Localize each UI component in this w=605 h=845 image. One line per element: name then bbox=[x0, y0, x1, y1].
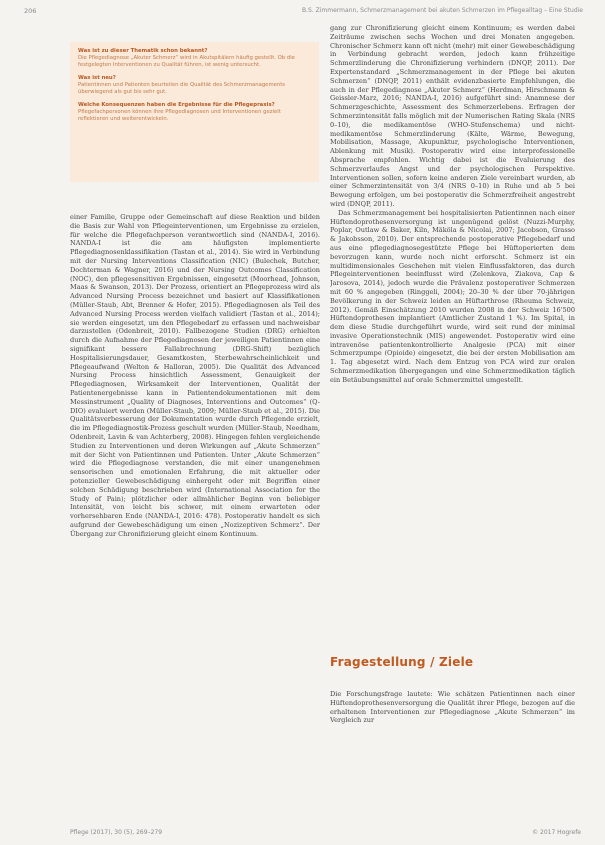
box-question-2: Was ist neu? bbox=[78, 75, 116, 81]
left-paragraph-1: einer Familie, Gruppe oder Gemeinschaft auf diese Reaktion und bilden die Basis zur Wahl von Pflegeinterventionen, um Ergebnisse zu erzielen, für welche die Pflegefachperson verantwortlich sind (NANDA-I, 2016). NANDA-I ist die am häufigsten implementierte Pflegediagnosenklassifikation (Tastan et al., 2014). Sie wird in Verbindung mit der Nursing Interventions Classification (NIC) (Bulechek, Butcher, Dochterman & Wagner, 2016) und der Nursing Outcomes Classification (NOC), den pflegesensitiven Ergebnissen, eingesetzt (Moorhead, Johnson, Maas & Swanson, 2013). Der Prozess, orientiert an Pflegeprozess wird als Advanced Nursing Process bezeichnet und basiert auf Klassifikationen (Müller-Staub, Abt, Brenner & Hofer, 2015). Pflegediagnosen als Teil des Advanced Nursing Process werden vielfach validiert (Tastan et al., 2014); sie werden eingesetzt, um den Pflegebedarf zu erfassen und nachweisbar darzustellen (Odenbreit, 2010). Fallbezogene Studien (DRG) erhielten durch die Aufnahme der Pflegediagnosen der jeweiligen Patientinnen eine signifikant bessere Fallabrechnung (DRG-Shift) bezüglich Hospitalisierungsdauer, Gesamtkosten, Sterbewahrscheinlichkeit und Pflegeaufwand (Welton & Halloran, 2005). Die Qualität des Advanced Nursing Process hinsichtlich Assessment, Genauigkeit der Pflegediagnosen, Wirksamkeit der Interventionen, Qualität der Patientenergebnisse kann in Patientendokumentationen mit dem Messinstrument „Quality of Diagnoses, Interventions and Outcomes“ (Q-DIO) evaluiert werden (Müller-Staub, 2009; Müller-Staub et al., 2015). Die Qualitätsverbesserung der Dokumentation wurde durch Pflegende erzielt, die im Pflegediagnostik-Prozess geschult wurden (Müller-Staub, Needham, Odenbreit, Lavin & van Achterberg, 2008). Hingegen fehlen vergleichende Studien zu Interventionen und deren Wirkungen auf „Akute Schmerzen“ mit der Sicht von Patientinnen und Patienten. Unter „Akute Schmerzen“ wird die Pflegediagnose verstanden, die mit einer unangenehmen sensorischen und emotionalen Erfahrung, die mit aktueller oder potenzieller Gewebeschädigung einhergeht oder mit Begriffen einer solchen Schädigung beschrieben wird (International Association for the Study of Pain); plötzlicher oder allmählicher Beginn von beliebiger Intensität, von leicht bis schwer, mit einem erwarteten oder vorhersehbaren Ende (NANDA-I, 2016: 478). Postoperativ handelt es sich aufgrund der Gewebeschädigung um einen „Nozizeptiven Schmerz“. Der Übergang zur Chronifizierung gleicht einem Kontinuum. bbox=[70, 213, 320, 538]
right-column-body bbox=[330, 24, 575, 612]
right-paragraph-2: Das Schmerzmanagement bei hospitalisierten Patientinnen nach einer Hüftendoprothesenversorgung ist ungenügend gelöst (Nuzzi-Murphy, Poplar, Outlaw & Baker, Kiln, Mäköla & Nicolai, 2007; Jacobson, Grasso & Jakobsson, 2010). Der entsprechende postoperative Pflegebedarf und aus eine pflegediagnosegestützte Pflege bei Hüftoperierten dem bevorzugen kann, wurde noch nicht erforscht. Schmerz ist ein multidimensionales Geschehen mit vielen Einflussfaktoren, das durch Pflegeinterventionen beeinflusst wird (Zelenkova, Ziakova, Cap & Jarosova, 2014), jedoch wurde die Prävalenz postoperativer Schmerzen mit 60 % angegeben (Ringgeli, 2004); 20–30 % der über 70-jährigen Bevölkerung in der Schweiz leiden an Hüftarthrose (Rheuma Schweiz, 2012). Gemäß Einschätzung 2010 wurden 2008 in der Schweiz 16'500 Hüftendoprothesen implantiert (Amtlicher Zustand 1 %). Im Spital, in dem diese Studie durchgeführt wurde, wird seit rund der minimal invasive Operationstechnik (MIS) angewendet. Postoperativ wird eine intravenöse patientenkontrollierte Analgesie (PCA) mit einer Schmerzpumpe (Opioide) eingesetzt, die bei der ersten Mobilisation am 1. Tag abgesetzt wird. Nach dem Entzug von PCA wird zur oralen Schmerzmedikation übergegangen und eine Schmerzmedikation täglich ein Betäubungsmittel auf orale Schmerzmittel umgestellt. bbox=[330, 208, 575, 384]
box-answer-1: Die Pflegediagnose „Akuter Schmerz“ wird in Akutspitälern häufig gestellt. Ob die festgelegten Interventionen zu Qualität führen, ist wenig untersucht. bbox=[78, 55, 295, 68]
section-heading: Fragestellung / Ziele bbox=[330, 655, 474, 669]
box-question-3: Welche Konsequenzen haben die Ergebnisse für die Pflegepraxis? bbox=[78, 102, 275, 108]
footer-copyright: © 2017 Hogrefe bbox=[532, 829, 581, 836]
footer-citation: Pflege (2017), 30 (5), 269–279 bbox=[70, 829, 163, 836]
section-body bbox=[330, 690, 575, 820]
box-answer-3: Pflegefachpersonen können ihre Pflegediagnosen und Interventionen gezielt reflektieren und weiterentwickeln. bbox=[78, 109, 281, 122]
box-answer-2: Patientinnen und Patienten beurteilen die Qualität des Schmerzmanagements überwiegend als gut bis sehr gut. bbox=[78, 82, 286, 95]
box-question-1: Was ist zu dieser Thematik schon bekannt? bbox=[78, 48, 208, 54]
right-paragraph-1: gang zur Chronifizierung gleicht einem Kontinuum; es werden dabei Zeiträume zwischen sechs Wochen und drei Monaten angegeben. Chronischer Schmerz kann oft nicht (mehr) mit einer Gewebeschädigung in Verbindung gebracht werden, jedoch kann frühzeitige Schmerzlinderung die Chronifizierung verhindern (DNQP, 2011). Der Expertenstandard „Schmerzmanagement in der Pflege bei akuten Schmerzen“ (DNQP, 2011) enthält evidenzbasierte Empfehlungen, die auch in der Pflegediagnose „Akuter Schmerz“ (Herdman, Hirschmann & Geissler-Marz, 2016; NANDA-I, 2016) aufgeführt sind: Anamnese der Schmerzgeschichte, Assessment des Schmerzerlebens. Erfragen der Schmerzintensität falls möglich mit der Numerischen Rating Skala (NRS 0–10), die medikamentöse (WHO-Stufenschema) und nicht-medikamentöse Schmerzlinderung (Kälte, Wärme, Bewegung, Mobilisation, Massage, Akupunktur, psychologische Interventionen, Ablenkung mit Musik). Postoperativ wird eine interprofessionelle Absprache empfohlen. Wichtig dabei ist die Evaluierung des Schmerzverlaufes Angst und der psychologischen Perspektive. Interventionen sollen, sofern keine anderen Ziele vereinbart wurden, ab einer Schmerzintensität von 3/4 (NRS 0–10) in Ruhe und ab 5 bei Bewegung erfolgen, um bei postoperativ die Schmerzfreiheit angestrebt wird (DNQP, 2011). bbox=[330, 24, 575, 208]
page-number: 206 bbox=[24, 7, 37, 15]
left-column-body bbox=[70, 213, 320, 825]
summary-box bbox=[70, 42, 319, 182]
running-header: B.S. Zimmermann, Schmerzmanagement bei akuten Schmerzen im Pflegealltag – Eine Studie bbox=[302, 7, 583, 14]
section-paragraph: Die Forschungsfrage lautete: Wie schätzen Patientinnen nach einer Hüftendoprothesenversorgung die Qualität ihrer Pflege, bezogen auf die erhaltenen Interventionen zur Pflegediagnose „Akute Schmerzen“ im Vergleich zur bbox=[330, 690, 575, 725]
